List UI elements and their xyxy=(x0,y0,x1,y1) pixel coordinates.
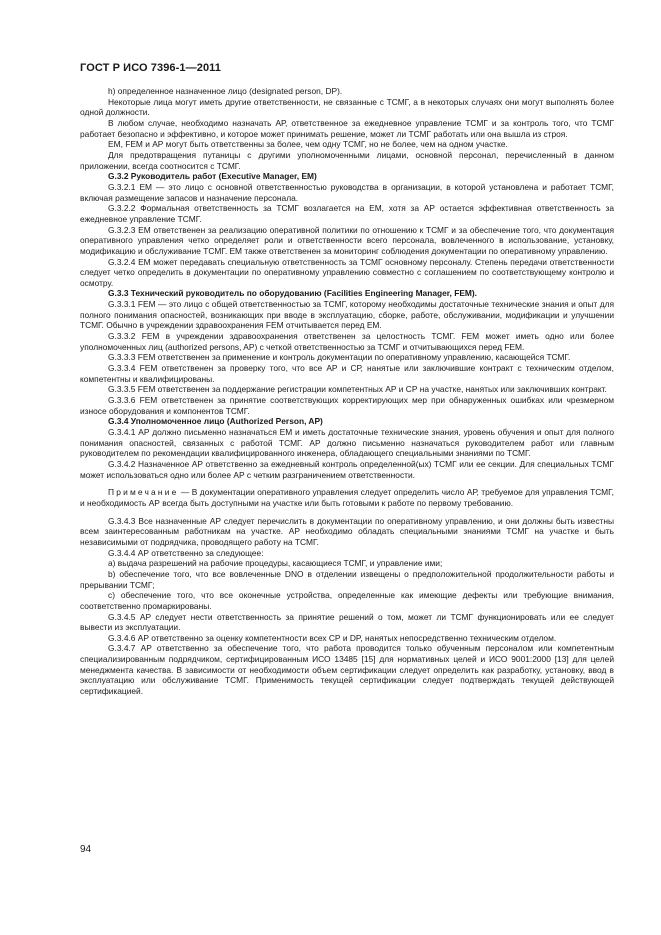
clause-g-3-2-3: G.3.2.3 ЕМ ответственен за реализацию оперативной политики по отношению к ТСМГ и за обеспечение того, что документация оперативного управления четко определяет роли и ответственности всего персонала, вовлеченного в использование, установку, модификацию и обслуживание ТСМГ. ЕМ также ответственен за мониторинг соблюдения документации по оперативному управлению. xyxy=(80,224,614,256)
list-item-a: a) выдача разрешений на рабочие процедуры, касающиеся ТСМГ, и управление ими; xyxy=(108,558,443,569)
section-heading-g-3-2: G.3.2 Руководитель работ (Executive Manager, EM) xyxy=(108,171,317,182)
list-item-b: b) обеспечение того, что все вовлеченные DNO в отделении извещены о предположительной продолжительности работы и прерывании ТСМГ; xyxy=(80,568,614,590)
clause-g-3-2-1: G.3.2.1 EM — это лицо с основной ответственностью руководства в организации, в которой установлена и работает ТСМГ, включая размещение запасов и назначение персонала. xyxy=(80,181,614,203)
body-text xyxy=(80,86,614,697)
clause-g-3-4-2: G.3.4.2 Назначенное АР ответственно за ежедневный контроль определенной(ых) ТСМГ или ее секции. Для специальных ТСМГ может использоваться одно или более АР с четким разграничением ответственности. xyxy=(80,458,614,480)
clause-g-3-3-1: G.3.3.1 FEM — это лицо с общей ответственностью за ТСМГ, которому необходимы достаточные технические знания и опыт для полного понимания опасностей, возникающих при вводе в эксплуатацию, сборке, работе, обслуживании, модификации и улучшении ТСМГ. Обычно в учреждении здравоохранения FEM отчитывается перед ЕМ. xyxy=(80,299,614,331)
section-heading-g-3-3: G.3.3 Технический руководитель по оборудованию (Facilities Engineering Manager, FEM). xyxy=(108,288,478,299)
page-number: 94 xyxy=(80,844,92,855)
clause-g-3-3-5: G.3.3.5 FEM ответственен за поддержание регистрации компетентных АР и СР на участке, нанятых или заключивших контракт. xyxy=(108,384,607,395)
note-text: — В документации оперативного управления следует определить число АР, требуемое для управления ТСМГ, и необходимость АР всегда быть доступными на участке или быть готовыми к работе по первому требованию. xyxy=(80,487,614,508)
clause-g-3-4-3: G.3.4.3 Все назначенные АР следует перечислить в документации по оперативному управлению, и они должны быть известны всем заинтересованным работникам на участке. АР необходимо обладать специальными знаниями ТСМГ на участке и быть независимыми от подрядчика, проводящего работу на ТСМГ. xyxy=(80,515,614,547)
list-item-h: h) определенное назначенное лицо (designated person, DP). xyxy=(108,86,343,96)
standard-header: ГОСТ Р ИСО 7396-1—2011 xyxy=(80,62,221,74)
clause-g-3-4-4: G.3.4.4 АР ответственно за следующее: xyxy=(108,547,264,558)
note-label: Примечание xyxy=(108,487,179,498)
clause-g-3-4-1: G.3.4.1 АР должно письменно назначаться ЕМ и иметь достаточные технические знания, уровень обучения и опыт для полного понимания опасностей, связанных с работой ТСМГ. АР должно письменно назначаться руководителем работ или главным руководителем по рекомендации квалифицированного инженера, обладающего специальными знаниями по ТСМГ. xyxy=(80,427,614,459)
clause-g-3-4-5: G.3.4.5 АР следует нести ответственность за принятие решений о том, может ли ТСМГ функционировать или ее следует вывести из эксплуатации. xyxy=(80,611,614,633)
clause-g-3-2-4: G.3.2.4 ЕМ может передавать специальную ответственность за ТСМГ основному персоналу. Степень передачи ответственности следует четко определить в документации по оперативному управлению совместно с соглашением по соответствующему контролю и осмотру. xyxy=(80,256,614,288)
clause-g-3-2-2: G.3.2.2 Формальная ответственность за ТСМГ возлагается на ЕМ, хотя за АР остается эффективная ответственность за ежедневное управление ТСМГ. xyxy=(80,203,614,224)
clause-g-3-3-3: G.3.3.3 FEM ответственен за применение и контроль документации по оперативному управлению, касающейся ТСМГ. xyxy=(108,352,571,363)
section-heading-g-3-4: G.3.4 Уполномоченное лицо (Authorized Person, AP) xyxy=(108,416,323,427)
note xyxy=(80,487,614,508)
paragraph: ЕМ, FEM и АР могут быть ответственны за более, чем одну ТСМГ, но не более, чем на одном участке. xyxy=(108,139,508,150)
paragraph: Некоторые лица могут иметь другие ответственности, не связанные с ТСМГ, а в некоторых случаях они могут выполнять более одной должности. xyxy=(80,96,614,118)
list-item-c: c) обеспечение того, что все оконечные устройства, определенные как имеющие дефекты или требующие внимания, соответственно промаркированы. xyxy=(80,590,614,611)
clause-g-3-4-7: G.3.4.7 АР ответственно за обеспечение того, что работа проводится только обученным персоналом или компетентным специализированным подрядчиком, сертифицированным ИСО 13485 [15] для нормативных целей и ИСО 9001:2000 [13] для целей менеджмента качества. В зависимости от необходимости объем сертификации следует определить как разработку, установку, ввод в эксплуатацию или обслуживание ТСМГ. Применимость текущей сертификации следует подтверждать текущей действующей сертификацией. xyxy=(80,643,614,697)
clause-g-3-3-4: G.3.3.4 FEM ответственен за проверку того, что все АР и СР, нанятые или заключившие контракт с техническим отделом, компетентны и квалифицированы. xyxy=(80,363,614,384)
clause-g-3-3-6: G.3.3.6 FEM ответственен за принятие соответствующих корректирующих мер при обнаруженных ошибках или чрезмерном износе оборудования и компонентов ТСМГ. xyxy=(80,395,614,416)
clause-g-3-3-2: G.3.3.2 FEM в учреждении здравоохранения ответственен за целостность ТСМГ. FEM может иметь одно или более уполномоченных лиц (authorized persons, AP) с четкой ответственностью за ТСМГ и отчитывающихся перед FEM. xyxy=(80,331,614,352)
paragraph: Для предотвращения путаницы с другими уполномоченными лицами, основной персонал, перечисленный в данном приложении, всегда соотносится с ТСМГ. xyxy=(80,149,614,171)
paragraph: В любом случае, необходимо назначать АР, ответственное за ежедневное управление ТСМГ и за контроль того, что ТСМГ работает безопасно и эффективно, и которое может принимать решение, может ли ТСМГ работать или она вышла из строя. xyxy=(80,117,614,139)
clause-g-3-4-6: G.3.4.6 АР ответственно за оценку компетентности всех СР и DP, нанятых непосредственно техническим отделом. xyxy=(108,632,557,643)
